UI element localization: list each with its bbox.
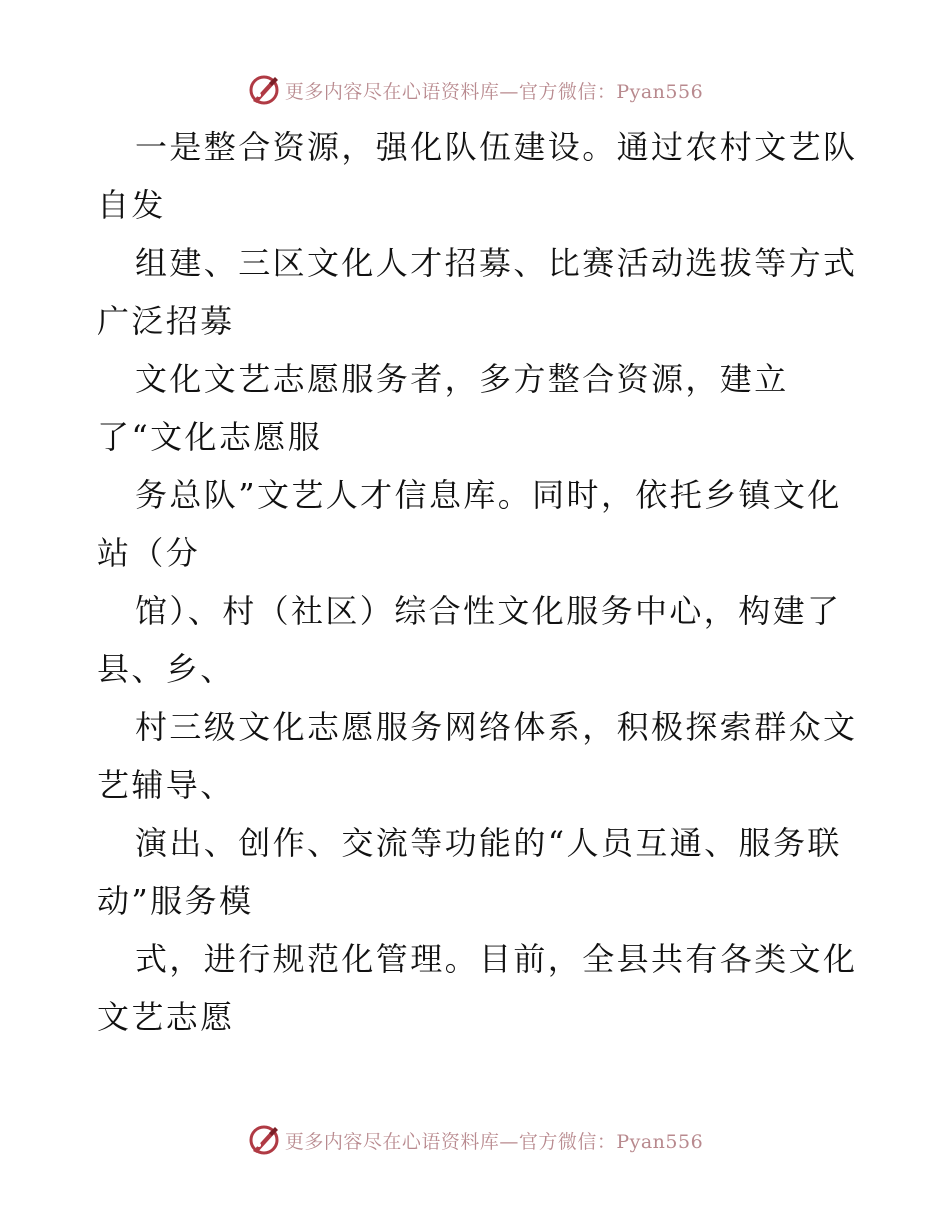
header-banner — [0, 70, 950, 110]
text-line: 站（分 — [97, 534, 201, 572]
text-line: 文化文艺志愿服务者，多方整合资源，建立 — [135, 360, 789, 398]
text-line: 演出、创作、交流等功能的“人员互通、服务联 — [135, 824, 842, 862]
header-banner-text: 更多内容尽在心语资料库—官方微信：Pyan556 — [284, 80, 704, 103]
footer-banner — [0, 1120, 950, 1160]
quill-pen-logo-icon — [247, 73, 281, 107]
text-line: 村三级文化志愿服务网络体系，积极探索群众文 — [135, 708, 858, 746]
quill-pen-logo-icon — [247, 1123, 281, 1157]
text-line: 艺辅导、 — [97, 766, 235, 804]
text-line: 一是整合资源，强化队伍建设。通过农村文艺队 — [135, 128, 858, 166]
text-line: 了“文化志愿服 — [97, 418, 323, 456]
text-line: 动”服务模 — [97, 882, 254, 920]
text-line: 式，进行规范化管理。目前，全县共有各类文化 — [135, 940, 858, 978]
text-line: 文艺志愿 — [97, 998, 235, 1036]
text-line: 馆）、村（社区）综合性文化服务中心，构建了 — [135, 592, 842, 630]
footer-banner-text: 更多内容尽在心语资料库—官方微信：Pyan556 — [284, 1130, 704, 1153]
text-line: 自发 — [97, 186, 166, 224]
text-line: 组建、三区文化人才招募、比赛活动选拔等方式 — [135, 244, 858, 282]
document-body — [97, 118, 857, 1046]
text-line: 务总队”文艺人才信息库。同时，依托乡镇文化 — [135, 476, 842, 514]
text-line: 广泛招募 — [97, 302, 235, 340]
text-line: 县、乡、 — [97, 650, 235, 688]
